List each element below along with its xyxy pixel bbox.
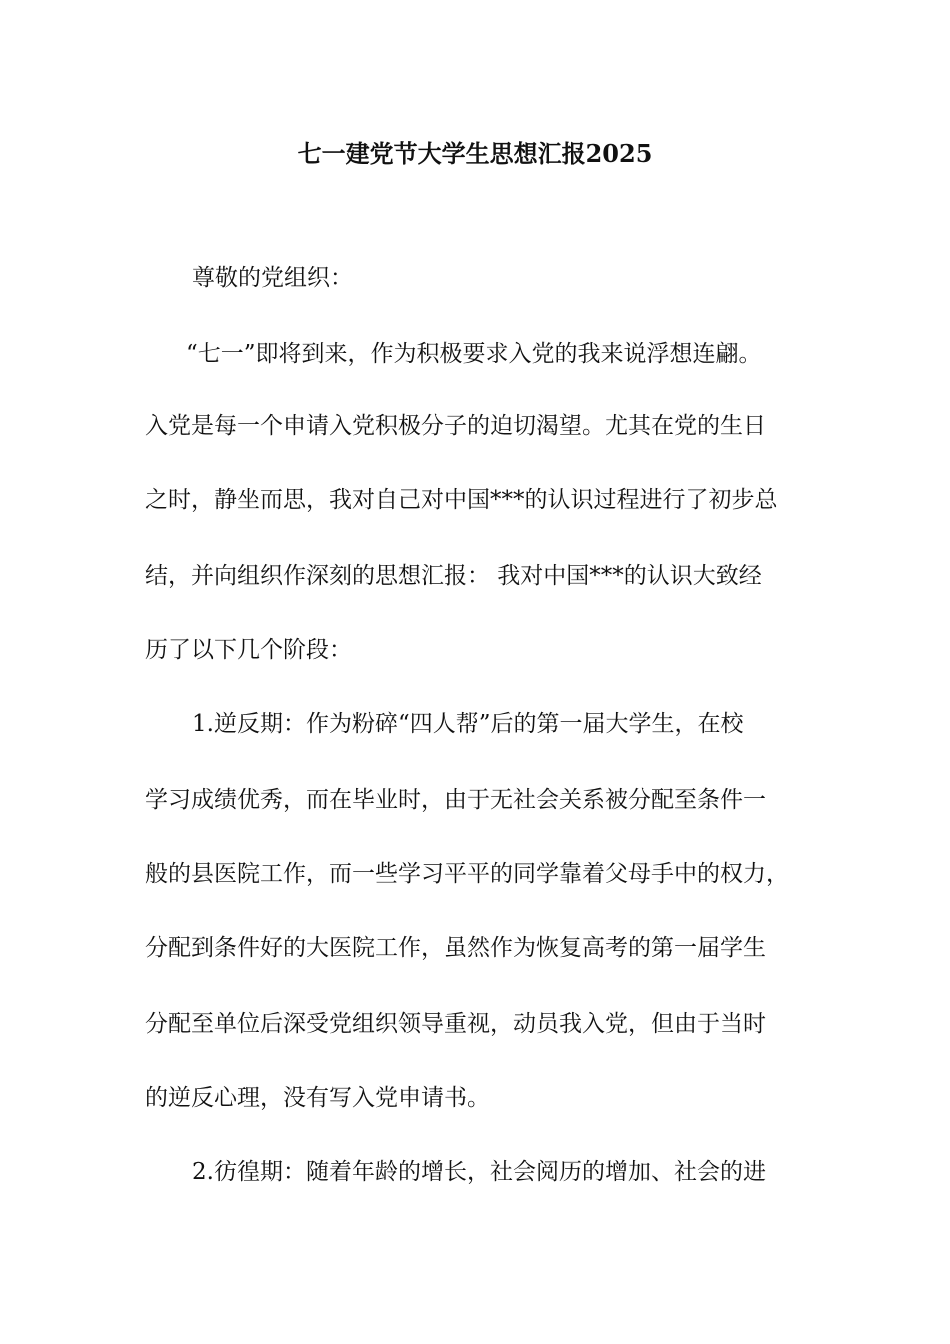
- document-title: 七一建党节大学生思想汇报2025: [297, 139, 653, 168]
- paragraph-line: 分配至单位后深受党组织领导重视，动员我入党，但由于当时: [145, 1011, 766, 1037]
- paragraph-line: “七一”即将到来，作为积极要求入党的我来说浮想连翩。: [186, 341, 762, 367]
- paragraph-line: 结，并向组织作深刻的思想汇报： 我对中国***的认识大致经: [145, 563, 762, 589]
- paragraph-line: 般的县医院工作，而一些学习平平的同学靠着父母手中的权力，: [145, 861, 789, 887]
- paragraph-line: 2.彷徨期：随着年龄的增长，社会阅历的增加、社会的进: [192, 1159, 766, 1185]
- paragraph-line: 的逆反心理，没有写入党申请书。: [145, 1085, 490, 1111]
- salutation: 尊敬的党组织：: [192, 265, 353, 291]
- paragraph-line: 入党是每一个申请入党积极分子的迫切渴望。尤其在党的生日: [145, 413, 766, 439]
- paragraph-line: 分配到条件好的大医院工作，虽然作为恢复高考的第一届学生: [145, 935, 766, 961]
- paragraph-line: 历了以下几个阶段：: [145, 637, 352, 663]
- paragraph-line: 之时，静坐而思，我对自己对中国***的认识过程进行了初步总: [145, 487, 778, 513]
- paragraph-line: 1.逆反期：作为粉碎“四人帮”后的第一届大学生，在校: [192, 711, 744, 737]
- paragraph-line: 学习成绩优秀，而在毕业时，由于无社会关系被分配至条件一: [145, 787, 766, 813]
